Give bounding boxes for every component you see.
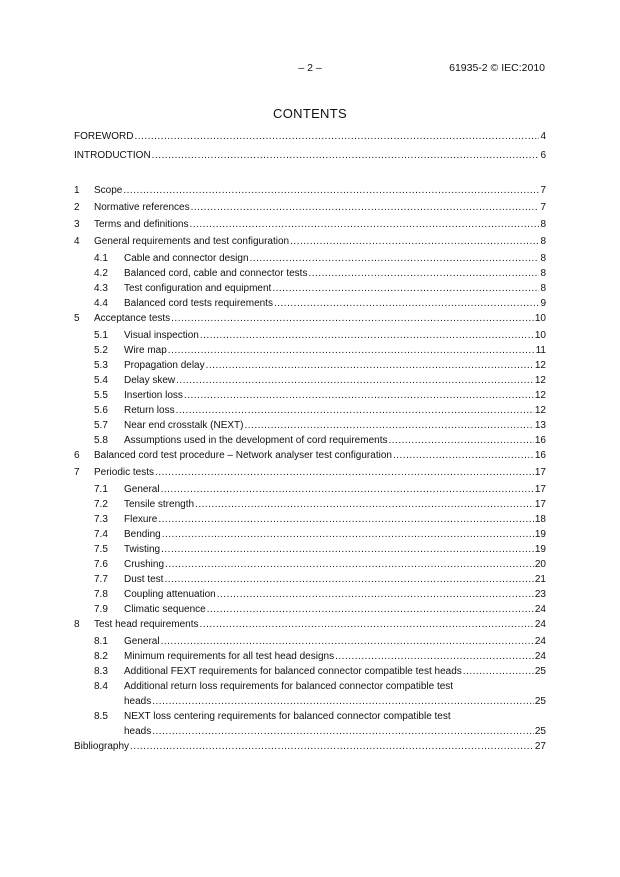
leader-dots [272,281,539,296]
toc-entry-page: 17 [534,467,546,478]
toc-entry-number: 5.8 [94,435,108,446]
leader-dots [161,542,534,557]
leader-dots [207,602,534,617]
toc-entry-5-2[interactable] [74,343,546,358]
toc-entry-text: Propagation delay [124,360,205,371]
toc-entry-page: 24 [534,604,546,615]
toc-entry-text: Coupling attenuation [124,589,216,600]
toc-entry-text: Cable and connector design [124,253,249,264]
toc-entry-text: General [124,636,160,647]
page-header [0,62,620,76]
toc-entry-4[interactable] [74,234,546,249]
toc-entry-8-3[interactable] [74,664,546,679]
toc-entry-page: 25 [534,696,546,707]
toc-entry-7-9[interactable] [74,602,546,617]
toc-entry-text: Dust test [124,574,164,585]
toc-entry-7-1[interactable] [74,482,546,497]
leader-dots [134,129,539,144]
toc-entry-text: INTRODUCTION [74,150,151,161]
toc-entry-page: 8 [540,268,546,279]
toc-entry-page: 8 [540,253,546,264]
toc-entry-number: 5.7 [94,420,108,431]
leader-dots [158,512,534,527]
toc-entry-number: 2 [74,202,80,213]
toc-entry-page: 8 [540,236,546,247]
toc-entry-4-2[interactable] [74,266,546,281]
toc-entry-text: FOREWORD [74,131,134,142]
toc-entry-page: 19 [534,529,546,540]
toc-entry-text: Test head requirements [94,619,199,630]
toc-entry-number: 5.5 [94,390,108,401]
toc-entry-foreword[interactable] [74,129,546,144]
toc-entry-page: 25 [534,726,546,737]
toc-entry-4-1[interactable] [74,251,546,266]
toc-entry-5-6[interactable] [74,403,546,418]
toc-entry-text: Climatic sequence [124,604,206,615]
leader-dots [162,527,534,542]
leader-dots [152,148,540,163]
toc-entry-7-5[interactable] [74,542,546,557]
toc-entry-text: Crushing [124,559,165,570]
toc-entry-page: 13 [534,420,546,431]
leader-dots [388,433,533,448]
toc-entry-8-4[interactable] [74,679,546,709]
toc-entry-number: 8.4 [94,681,108,692]
leader-dots [165,557,534,572]
toc-entry-page: 19 [534,544,546,555]
toc-entry-number: 5.3 [94,360,108,371]
toc-entry-5-4[interactable] [74,373,546,388]
toc-entry-number: 7.4 [94,529,108,540]
page-number: – 2 – [298,62,322,74]
toc-entry-text: Assumptions used in the development of cord requirements [124,435,388,446]
toc-entry-number: 8.2 [94,651,108,662]
toc-entry-page: 27 [534,741,546,752]
toc-entry-7[interactable] [74,465,546,480]
toc-entry-1[interactable] [74,183,546,198]
toc-entry-page: 24 [534,619,546,630]
toc-entry-number: 4.1 [94,253,108,264]
toc-entry-number: 5.1 [94,330,108,341]
leader-dots [274,296,539,311]
leader-dots [191,200,540,215]
toc-entry-5-7[interactable] [74,418,546,433]
toc-entry-number: 8.1 [94,636,108,647]
toc-entry-page: 16 [534,450,546,461]
toc-entry-number: 4.3 [94,283,108,294]
leader-dots [184,388,534,403]
toc-entry-page: 25 [534,666,546,677]
toc-entry-page: 17 [534,484,546,495]
toc-entry-5-8[interactable] [74,433,546,448]
leader-dots [200,617,534,632]
toc-entry-number: 7.3 [94,514,108,525]
toc-entry-page: 12 [534,405,546,416]
toc-entry-number: 7.9 [94,604,108,615]
toc-entry-4-4[interactable] [74,296,546,311]
leader-dots [250,251,540,266]
toc-entry-number: 1 [74,185,80,196]
toc-entry-text: Additional return loss requirements for balanced connector compatible test [124,681,454,692]
toc-entry-text-cont: heads [124,726,152,737]
toc-entry-number: 5.4 [94,375,108,386]
document-reference: 61935-2 © IEC:2010 [449,62,545,74]
toc-entry-text: Terms and definitions [94,219,189,230]
toc-entry-number: 7 [74,467,80,478]
toc-entry-introduction[interactable] [74,148,546,163]
toc-entry-number: 7.6 [94,559,108,570]
toc-entry-number: 7.5 [94,544,108,555]
toc-entry-text: Visual inspection [124,330,199,341]
toc-entry-7-6[interactable] [74,557,546,572]
toc-entry-text: General [124,484,160,495]
leader-dots [206,358,534,373]
toc-entry-text: Acceptance tests [94,313,171,324]
leader-dots [190,217,540,232]
leader-dots [200,328,534,343]
toc-entry-4-3[interactable] [74,281,546,296]
leader-dots [195,497,534,512]
toc-entry-7-2[interactable] [74,497,546,512]
leader-dots [164,572,533,587]
toc-entry-number: 7.2 [94,499,108,510]
leader-dots [123,183,539,198]
toc-entry-number: 5.2 [94,345,108,356]
toc-entry-8-1[interactable] [74,634,546,649]
toc-entry-page: 6 [540,150,546,161]
toc-entry-page: 24 [534,636,546,647]
leader-dots [176,403,534,418]
leader-dots [244,418,533,433]
leader-dots [393,448,534,463]
toc-entry-page: 7 [540,185,546,196]
toc-entry-text: Additional FEXT requirements for balanced connector compatible test heads [124,666,462,677]
toc-entry-text: Near end crosstalk (NEXT) [124,420,244,431]
toc-entry-page: 21 [534,574,546,585]
toc-entry-page: 24 [534,651,546,662]
toc-entry-page: 12 [534,375,546,386]
toc-entry-7-4[interactable] [74,527,546,542]
leader-dots [335,649,534,664]
toc-entry-7-8[interactable] [74,587,546,602]
toc-entry-page: 7 [540,202,546,213]
toc-entry-page: 23 [534,589,546,600]
toc-entry-number: 7.7 [94,574,108,585]
toc-entry-text: Minimum requirements for all test head designs [124,651,335,662]
toc-entry-8-5[interactable] [74,709,546,739]
leader-dots [217,587,534,602]
table-of-contents [74,129,546,754]
toc-entry-bibliography[interactable] [74,739,546,754]
toc-entry-number: 8.3 [94,666,108,677]
leader-dots [308,266,539,281]
leader-dots [161,634,534,649]
toc-entry-2[interactable] [74,200,546,215]
toc-entry-7-3[interactable] [74,512,546,527]
toc-entry-text: Normative references [94,202,190,213]
toc-entry-5[interactable] [74,311,546,326]
contents-title: CONTENTS [273,106,347,121]
toc-entry-text: Wire map [124,345,167,356]
toc-entry-8[interactable] [74,617,546,632]
toc-entry-page: 10 [534,330,546,341]
toc-entry-number: 5.6 [94,405,108,416]
toc-entry-page: 12 [534,360,546,371]
toc-entry-page: 20 [534,559,546,570]
toc-entry-number: 8 [74,619,80,630]
toc-entry-text: Twisting [124,544,161,555]
toc-entry-text: Tensile strength [124,499,195,510]
toc-entry-page: 4 [540,131,546,142]
toc-entry-text: Bending [124,529,161,540]
toc-entry-page: 8 [540,219,546,230]
toc-entry-8-2[interactable] [74,649,546,664]
leader-dots [176,373,534,388]
toc-entry-text: Insertion loss [124,390,183,401]
toc-entry-number: 8.5 [94,711,108,722]
toc-entry-5-5[interactable] [74,388,546,403]
toc-entry-6[interactable] [74,448,546,463]
toc-entry-page: 17 [534,499,546,510]
leader-dots [168,343,535,358]
toc-entry-text: Balanced cord tests requirements [124,298,273,309]
toc-entry-number: 4.2 [94,268,108,279]
leader-dots [130,739,534,754]
toc-entry-number: 4.4 [94,298,108,309]
toc-entry-text: Bibliography [74,741,130,752]
toc-entry-text: NEXT loss centering requirements for balanced connector compatible test [124,711,451,722]
toc-entry-text: Delay skew [124,375,176,386]
toc-entry-text: Periodic tests [94,467,155,478]
toc-entry-page: 16 [534,435,546,446]
toc-entry-text: Test configuration and equipment [124,283,272,294]
toc-entry-text: Balanced cord test procedure – Network analyser test configuration [94,450,392,461]
toc-entry-7-7[interactable] [74,572,546,587]
toc-entry-number: 3 [74,219,80,230]
leader-dots [290,234,539,249]
toc-entry-5-3[interactable] [74,358,546,373]
toc-entry-text: Balanced cord, cable and connector tests [124,268,308,279]
leader-dots [171,311,534,326]
leader-dots [463,664,534,679]
toc-entry-page: 11 [535,345,546,356]
toc-entry-text: Flexure [124,514,158,525]
toc-entry-page: 12 [534,390,546,401]
toc-entry-number: 5 [74,313,80,324]
leader-dots [152,694,534,709]
leader-dots [161,482,534,497]
toc-entry-page: 8 [540,283,546,294]
toc-entry-number: 4 [74,236,80,247]
toc-entry-text: General requirements and test configuration [94,236,290,247]
toc-entry-page: 9 [540,298,546,309]
toc-entry-text-cont: heads [124,696,152,707]
toc-entry-3[interactable] [74,217,546,232]
toc-entry-page: 10 [534,313,546,324]
toc-entry-text: Return loss [124,405,175,416]
toc-entry-text: Scope [94,185,123,196]
toc-entry-number: 6 [74,450,80,461]
toc-entry-5-1[interactable] [74,328,546,343]
toc-entry-page: 18 [534,514,546,525]
leader-dots [155,465,534,480]
toc-entry-number: 7.8 [94,589,108,600]
leader-dots [152,724,534,739]
toc-entry-number: 7.1 [94,484,108,495]
